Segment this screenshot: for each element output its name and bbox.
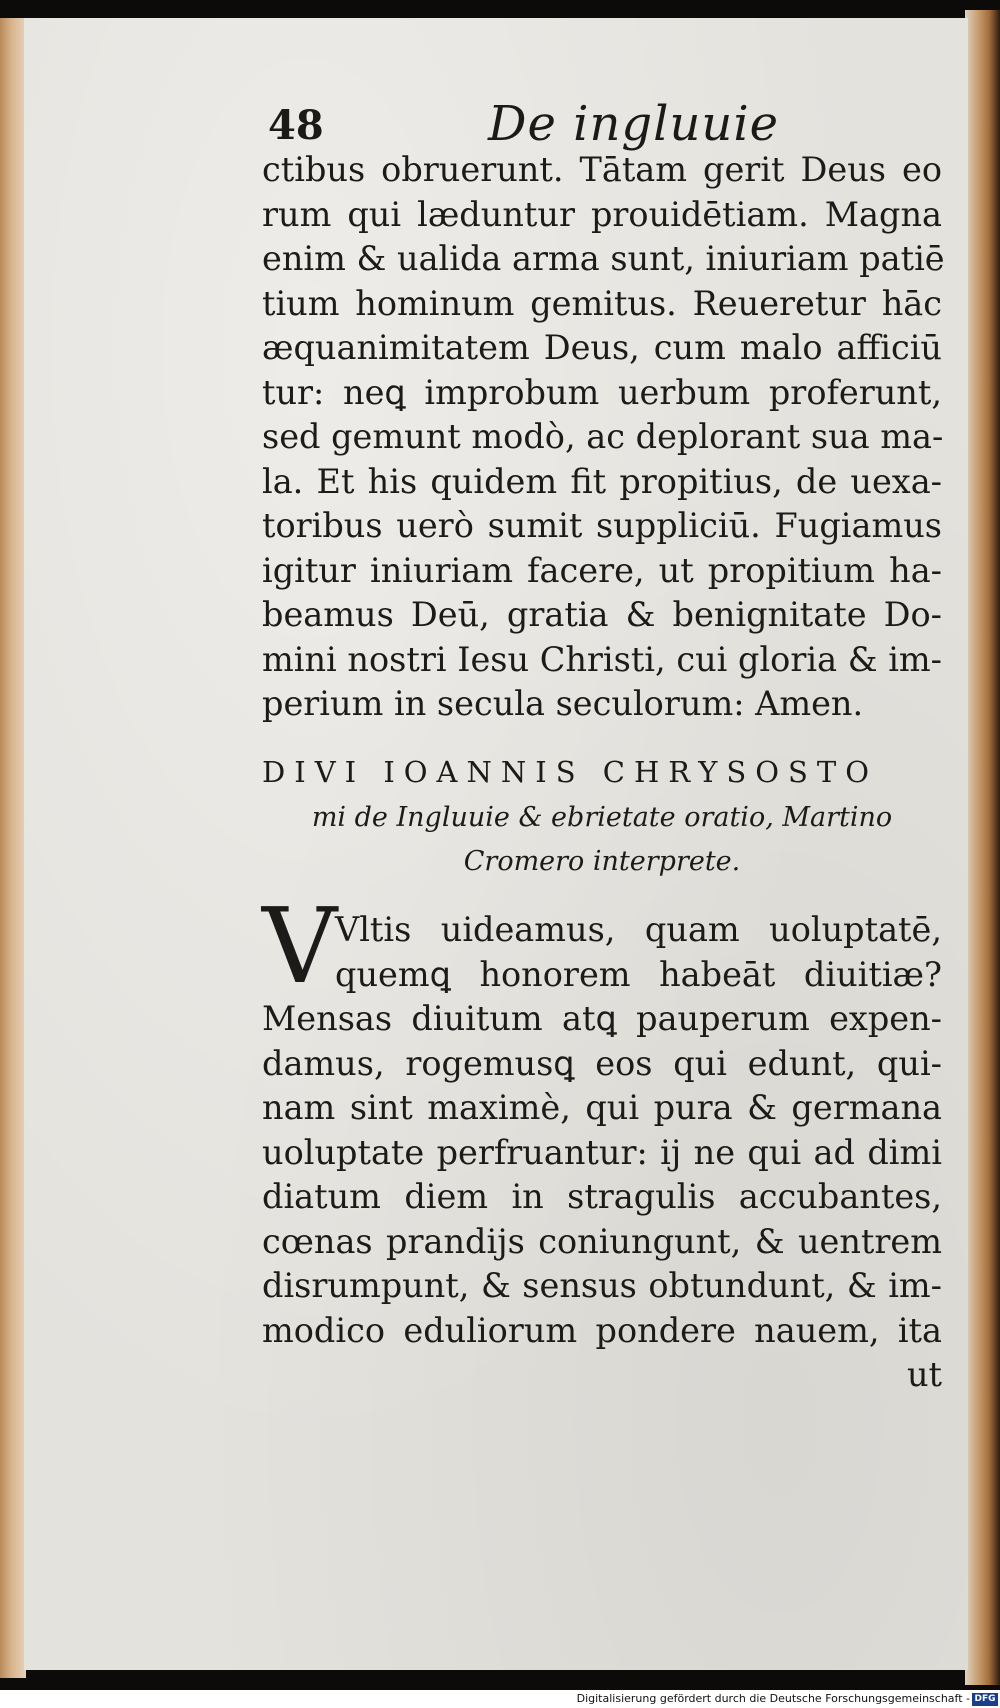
page-header [268, 96, 788, 156]
dfg-logo-icon[interactable]: DFG [972, 1693, 998, 1706]
text-line: perium in secula seculorum: Amen. [262, 684, 864, 723]
text-line: Vltis uideamus, quam uoluptatē, [335, 910, 942, 949]
text-block-2 [262, 997, 942, 1398]
text-line: igitur iniuriam facere, ut propitium ha- [262, 550, 942, 590]
text-line: disrumpunt, & sensus obtundunt, & im- [262, 1266, 942, 1305]
text-block-2-indented [335, 908, 942, 997]
text-line: damus, rogemusꝗ eos qui edunt, qui- [262, 1043, 942, 1083]
text-line: tur: neꝗ improbum uerbum proferunt, [262, 372, 942, 412]
text-line: mini nostri Iesu Christi, cui gloria & im- [262, 639, 942, 679]
text-block-1 [262, 148, 945, 727]
drop-cap: V [262, 885, 338, 1007]
page-number: 48 [268, 102, 324, 149]
section-title: DIVI IOANNIS CHRYSOSTO [262, 755, 878, 789]
text-line: uoluptate perfruantur: ij ne qui ad dimi [262, 1132, 942, 1172]
book-left-edge [0, 18, 26, 1678]
catchword: ut [906, 1355, 942, 1394]
section-subtitle: mi de Ingluuie & ebrietate oratio, Martino [311, 802, 893, 833]
text-line: modico eduliorum pondere nauem, ita [262, 1310, 942, 1350]
text-line: sed gemunt modò, ac deplorant sua ma- [262, 417, 944, 456]
text-line: diatum diem in stragulis accubantes, [262, 1177, 942, 1216]
text-line: quemꝗ honorem habeāt diuitiæ? [335, 954, 942, 994]
text-line: enim & ualida arma sunt, iniuriam patiē [262, 239, 945, 278]
book-right-edge [965, 10, 1000, 1685]
footer-bar [0, 1692, 1000, 1708]
running-head: De ingluuie [488, 96, 780, 152]
text-line: toribus uerò sumit suppliciū. Fugiamus [262, 506, 942, 545]
text-line: cœnas prandijs coniungunt, & uentrem [262, 1221, 942, 1261]
text-line: Mensas diuitum atꝗ pauperum expen- [262, 999, 942, 1038]
text-line: nam sint maximè, qui pura & germana [262, 1088, 942, 1127]
text-line: ctibus obruerunt. Tātam gerit Deus eo [262, 150, 942, 189]
footer-credit: Digitalisierung gefördert durch die Deutsche Forschungsgemeinschaft - [576, 1692, 970, 1705]
text-line: tium hominum gemitus. Reueretur hāc [262, 283, 942, 323]
text-line: la. Et his quidem fit propitius, de uexa- [262, 461, 942, 501]
section-subtitle: Cromero interprete. [463, 846, 741, 877]
text-line: rum qui læduntur prouidētiam. Magna [262, 194, 942, 234]
text-line: beamus Deū, gratia & benignitate Do- [262, 595, 942, 634]
text-line: æquanimitatem Deus, cum malo afficiū [262, 328, 942, 367]
